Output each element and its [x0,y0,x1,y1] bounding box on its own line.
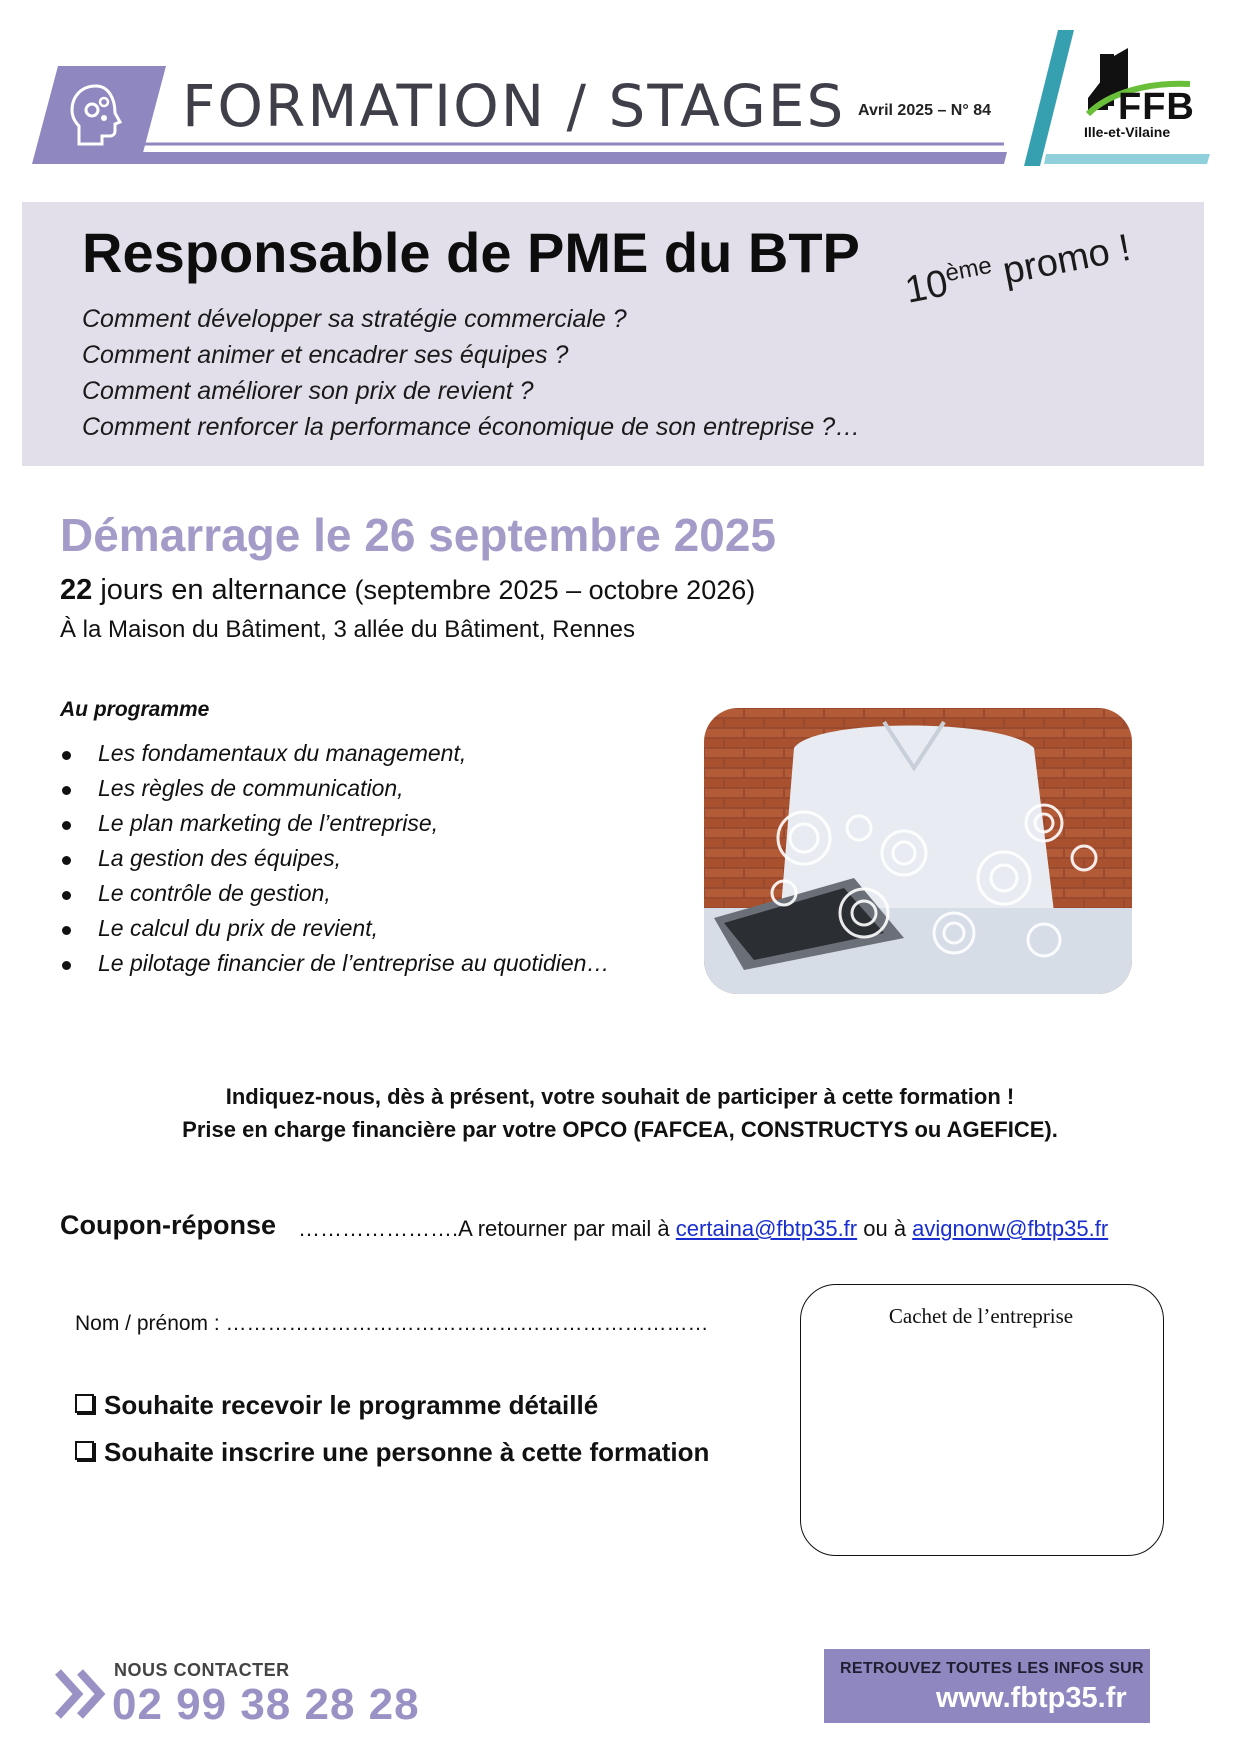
website-link[interactable]: www.fbtp35.fr [936,1682,1127,1714]
section-title: FORMATION / STAGES [182,72,846,140]
coupon-heading: Coupon-réponse [60,1210,276,1240]
double-chevron-icon [54,1668,108,1720]
bullet-icon [62,891,71,900]
list-item: Le contrôle de gestion, [60,880,609,915]
question-4: Comment renforcer la performance économique de son entreprise ?… [82,413,861,441]
bullet-icon [62,926,71,935]
cta-line-1: Indiquez-nous, dès à présent, votre souhait de participer à cette formation ! [225,1084,1015,1109]
bullet-icon [62,856,71,865]
name-field-line[interactable]: Nom / prénom : …………………………………………………………… [75,1312,709,1335]
issue-label: Avril 2025 – N° 84 [858,102,991,119]
contact-phone[interactable]: 02 99 38 28 28 [112,1680,420,1729]
programme-heading: Au programme [60,698,210,721]
head-gears-icon [66,80,126,150]
checkbox-inscription[interactable]: Souhaite inscrire une personne à cette formation [75,1437,709,1468]
promo-badge: 10ème promo ! [901,226,1134,312]
bullet-icon [62,786,71,795]
list-item: Les règles de communication, [60,775,609,810]
question-2: Comment animer et encadrer ses équipes ? [82,341,569,369]
email-link-avignonw[interactable]: avignonw@fbtp35.fr [912,1216,1109,1241]
list-item: Le pilotage financier de l’entreprise au quotidien… [60,950,609,985]
logo-ffb-text: FFB [1118,86,1195,128]
bullet-icon [62,751,71,760]
venue-address: À la Maison du Bâtiment, 3 allée du Bâtiment, Rennes [60,616,635,643]
training-title: Responsable de PME du BTP [82,221,860,284]
stamp-label: Cachet de l’entreprise [888,1304,1074,1328]
website-label: RETROUVEZ TOUTES LES INFOS SUR [840,1660,1144,1677]
businessman-gears-photo [704,708,1132,994]
question-3: Comment améliorer son prix de revient ? [82,377,534,405]
coupon-return-line: ………………….A retourner par mail à certaina@fbtp35.fr ou à avignonw@fbtp35.fr [298,1216,1109,1241]
start-date-headline: Démarrage le 26 septembre 2025 [60,509,776,561]
question-1: Comment développer sa stratégie commerciale ? [82,305,627,333]
checkbox-icon[interactable] [75,1441,94,1460]
list-item: Le calcul du prix de revient, [60,915,609,950]
cta-line-2: Prise en charge financière par votre OPCO (FAFCEA, CONSTRUCTYS ou AGEFICE). [182,1117,1058,1142]
checkbox-icon[interactable] [75,1394,94,1413]
programme-list [60,740,609,985]
list-item: La gestion des équipes, [60,845,609,880]
contact-label: NOUS CONTACTER [114,1660,290,1680]
bullet-icon [62,821,71,830]
email-link-certaina[interactable]: certaina@fbtp35.fr [675,1216,858,1241]
bullet-icon [62,961,71,970]
duration-line: 22 jours en alternance (septembre 2025 – octobre 2026) [60,574,756,606]
list-item: Le plan marketing de l’entreprise, [60,810,609,845]
logo-region-text: Ille-et-Vilaine [1084,124,1171,140]
checkbox-programme[interactable]: Souhaite recevoir le programme détaillé [75,1390,598,1421]
list-item: Les fondamentaux du management, [60,740,609,775]
